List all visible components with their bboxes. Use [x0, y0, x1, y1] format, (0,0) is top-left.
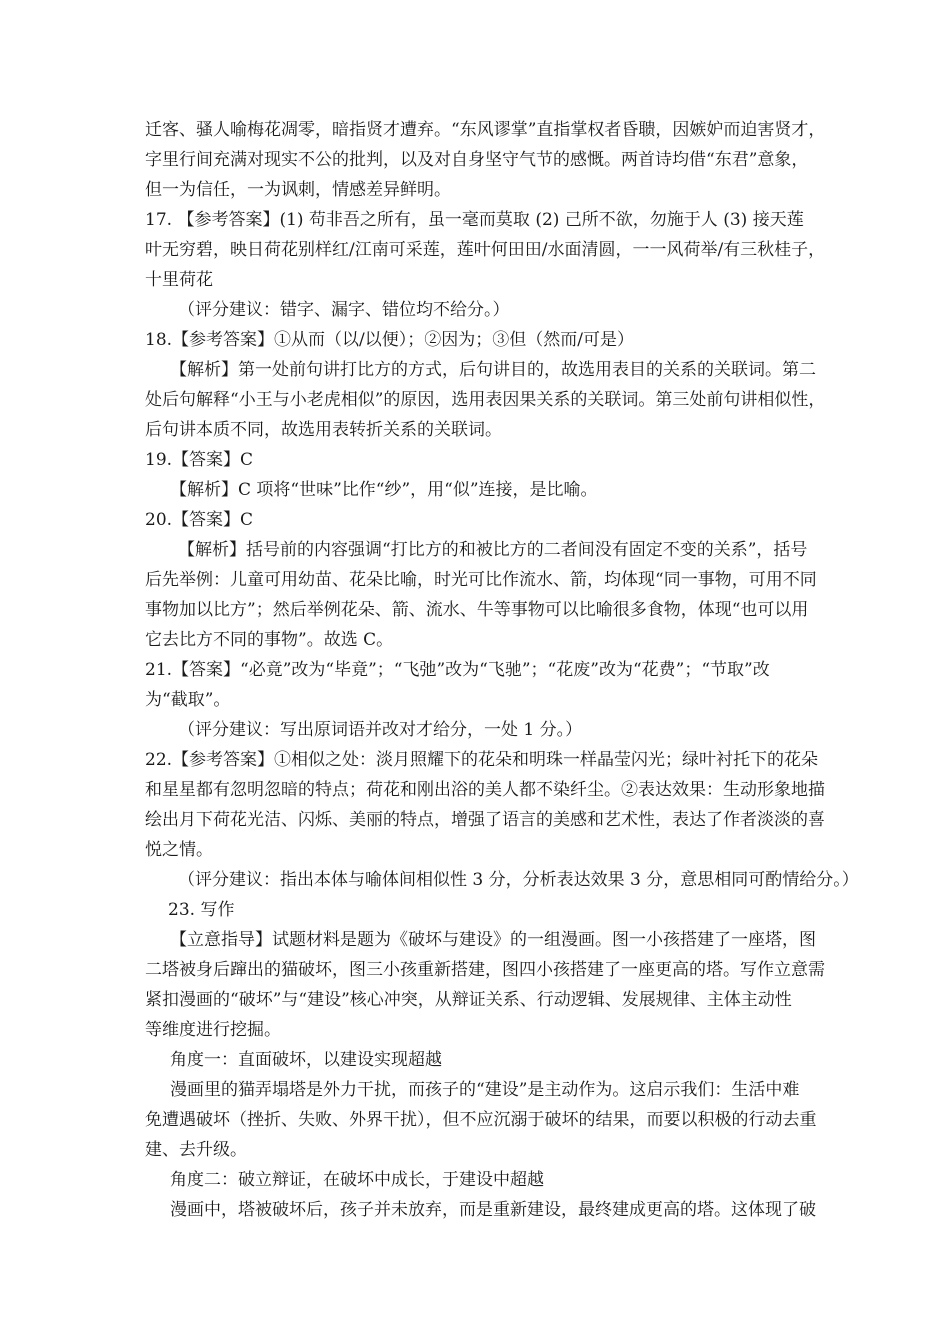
analysis-19: 【解析】C 项将“世味”比作“纱”，用“似”连接，是比喻。 — [170, 480, 598, 500]
text-line: 处后句解释“小王与小老虎相似”的原因，选用表因果关系的关联词。第三处前句讲相似性， — [145, 390, 826, 410]
text-line: 十里荷花 — [145, 270, 213, 290]
angle-one-heading: 角度一：直面破坏，以建设实现超越 — [170, 1050, 442, 1070]
text-line: 字里行间充满对现实不公的批判，以及对自身坚守气节的感慨。两首诗均借“东君”意象， — [145, 150, 809, 170]
answer-21: 21.【答案】“必竟”改为“毕竟”；“飞弛”改为“飞驰”；“花废”改为“花费”；“节取”改 — [145, 660, 770, 680]
text-line: 后句讲本质不同，故选用表转折关系的关联词。 — [145, 420, 502, 440]
text-line: 迁客、骚人喻梅花凋零，暗指贤才遭弃。“东风谬掌”直指掌权者昏聩，因嫉妒而迫害贤才， — [145, 120, 826, 140]
text-line: 绘出月下荷花光洁、闪烁、美丽的特点，增强了语言的美感和艺术性，表达了作者淡淡的喜 — [145, 810, 825, 830]
text-line: 但一为信任，一为讽刺，情感差异鲜明。 — [145, 180, 451, 200]
text-line: 它去比方不同的事物”。故选 C。 — [145, 630, 394, 650]
text-line: 事物加以比方”；然后举例花朵、箭、流水、牛等事物可以比喻很多食物，体现“也可以用 — [145, 600, 809, 620]
text-line: 紧扣漫画的“破坏”与“建设”核心冲突，从辩证关系、行动逻辑、发展规律、主体主动性 — [145, 990, 792, 1010]
writing-guidance: 【立意指导】试题材料是题为《破坏与建设》的一组漫画。图一小孩搭建了一座塔，图 — [170, 930, 816, 950]
text-line: 免遭遇破坏（挫折、失败、外界干扰），但不应沉溺于破坏的结果，而要以积极的行动去重 — [145, 1110, 817, 1130]
text-line: 漫画里的猫弄塌塔是外力干扰，而孩子的“建设”是主动作为。这启示我们：生活中难 — [170, 1080, 800, 1100]
scoring-note: （评分建议：指出本体与喻体间相似性 3 分，分析表达效果 3 分，意思相同可酌情给分。） — [178, 870, 859, 890]
angle-two-heading: 角度二：破立辩证，在破坏中成长，于建设中超越 — [170, 1170, 544, 1190]
answer-18: 18.【参考答案】①从而（以/以便）；②因为；③但（然而/可是） — [145, 330, 634, 350]
analysis-18: 【解析】第一处前句讲打比方的方式，后句讲目的，故选用表目的关系的关联词。第二 — [170, 360, 816, 380]
scoring-note: （评分建议：错字、漏字、错位均不给分。） — [178, 300, 510, 320]
analysis-20: 【解析】括号前的内容强调“打比方的和被比方的二者间没有固定不变的关系”，括号 — [178, 540, 808, 560]
text-line: 叶无穷碧，映日荷花别样红/江南可采莲，莲叶何田田/水面清圆，一一风荷举/有三秋桂子， — [145, 240, 826, 260]
text-line: 二塔被身后蹿出的猫破坏，图三小孩重新搭建，图四小孩搭建了一座更高的塔。写作立意需 — [145, 960, 825, 980]
text-line: 后先举例：儿童可用幼苗、花朵比喻，时光可比作流水、箭，均体现“同一事物，可用不同 — [145, 570, 817, 590]
text-line: 悦之情。 — [145, 840, 213, 860]
text-line: 和星星都有忽明忽暗的特点；荷花和刚出浴的美人都不染纤尘。②表达效果：生动形象地描 — [145, 780, 825, 800]
answer-19: 19.【答案】C — [145, 450, 254, 470]
text-line: 等维度进行挖掘。 — [145, 1020, 281, 1040]
writing-heading: 23. 写作 — [168, 900, 235, 920]
answer-20: 20.【答案】C — [145, 510, 254, 530]
answer-17: 17. 【参考答案】(1) 苟非吾之所有，虽一毫而莫取 (2) 己所不欲，勿施于人 (3) 接天莲 — [145, 210, 804, 230]
text-line: 漫画中，塔被破坏后，孩子并未放弃，而是重新建设，最终建成更高的塔。这体现了破 — [170, 1200, 816, 1220]
answer-22: 22.【参考答案】①相似之处：淡月照耀下的花朵和明珠一样晶莹闪光；绿叶衬托下的花朵 — [145, 750, 819, 770]
scoring-note: （评分建议：写出原词语并改对才给分，一处 1 分。） — [178, 720, 583, 740]
text-line: 建、去升级。 — [145, 1140, 247, 1160]
text-line: 为“截取”。 — [145, 690, 231, 710]
